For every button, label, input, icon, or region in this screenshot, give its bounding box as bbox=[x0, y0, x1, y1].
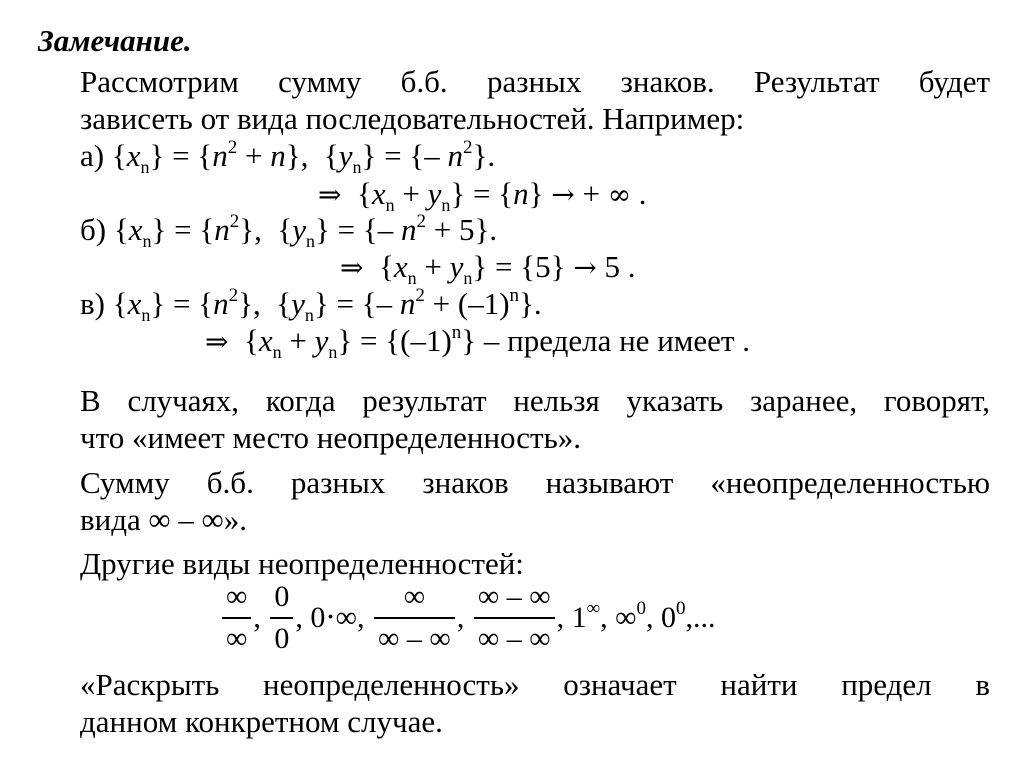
form-7-base: ∞ bbox=[615, 601, 637, 635]
example-a-label: а) bbox=[80, 138, 105, 173]
intro-line-1: Рассмотрим сумму б.б. разных знаков. Результат будет bbox=[80, 64, 990, 99]
example-c-result: ⇒ $\{x_n + y_n\} = \{(-1)^n\}$ – предела не имеет . bbox=[205, 322, 750, 362]
form-2-num: 0 bbox=[270, 579, 293, 619]
form-6-exp: ∞ bbox=[586, 598, 601, 620]
para3: Другие виды неопределенностей: bbox=[80, 546, 524, 581]
example-b-result: ⇒ $\{x_n + y_n\} = \{5\} \to 5$ . bbox=[340, 249, 636, 288]
separator: , bbox=[556, 601, 565, 635]
form-one-pow-inf bbox=[571, 598, 601, 635]
example-a-formula: $\{x_n\} = \{n^2 + n\}$, $\{y_n\}$ = {– $n^2$}. bbox=[111, 137, 496, 177]
form-inf-pow-zero bbox=[615, 598, 647, 635]
example-a bbox=[80, 137, 496, 177]
example-b-formula: $\{x_n\} = \{n^2\}$, $\{y_n\}$ = {– $n^2 + 5$}. bbox=[113, 211, 498, 251]
form-inf-over-diff bbox=[374, 579, 455, 657]
form-5-num: ∞ – ∞ bbox=[474, 579, 555, 619]
form-6-base: 1 bbox=[571, 601, 587, 635]
separator: , bbox=[646, 601, 654, 635]
note-title: Замечание. bbox=[38, 23, 192, 58]
form-diff-over-diff bbox=[474, 579, 555, 657]
form-8-base: 0 bbox=[661, 601, 677, 635]
example-b-label: б) bbox=[80, 212, 107, 247]
ellipsis: ,... bbox=[685, 601, 716, 635]
separator: , bbox=[357, 601, 365, 635]
para4-line-2: данном конкретном случае. bbox=[80, 704, 443, 739]
form-5-den: ∞ – ∞ bbox=[477, 622, 551, 656]
example-b bbox=[80, 211, 498, 251]
form-zero-times-inf: 0⋅∞ bbox=[310, 601, 358, 635]
separator: , bbox=[295, 601, 303, 635]
para4-line-1: «Раскрыть неопределенность» означает найти предел в bbox=[80, 667, 990, 702]
example-a-result: ⇒ $\{x_n + y_n\} = \{n\}$ → + ∞ . bbox=[318, 176, 647, 215]
separator: , bbox=[600, 601, 608, 635]
para1-line-1: В случаях, когда результат нельзя указать заранее, говорят, bbox=[80, 383, 990, 418]
form-8-exp: 0 bbox=[676, 598, 686, 620]
form-4-den: ∞ – ∞ bbox=[378, 622, 451, 656]
para2-line-1: Сумму б.б. разных знаков называют «неопределенностью bbox=[80, 465, 990, 500]
form-4-num: ∞ bbox=[374, 579, 455, 619]
form-2-den: 0 bbox=[274, 622, 290, 656]
form-inf-over-inf bbox=[222, 579, 251, 657]
form-zero-pow-zero bbox=[661, 598, 716, 635]
form-7-exp: 0 bbox=[636, 598, 647, 620]
form-zero-over-zero bbox=[270, 579, 293, 657]
form-1-den: ∞ bbox=[226, 622, 248, 656]
intro-line-2: зависеть от вида последовательностей. Например: bbox=[80, 101, 745, 136]
indeterminate-forms bbox=[220, 576, 716, 656]
separator: , bbox=[456, 601, 465, 635]
para2-line-2: вида ∞ – ∞». bbox=[80, 502, 247, 537]
example-c-label: в) bbox=[80, 286, 105, 321]
example-c bbox=[80, 285, 542, 325]
example-c-formula: $\{x_n\} = \{n^2\}$, $\{y_n\}$ = {– $n^2 + (-1)^n$}. bbox=[112, 285, 542, 325]
separator: , bbox=[253, 601, 261, 635]
para1-line-2: что «имеет место неопределенность». bbox=[80, 420, 581, 455]
form-1-num: ∞ bbox=[222, 579, 251, 619]
